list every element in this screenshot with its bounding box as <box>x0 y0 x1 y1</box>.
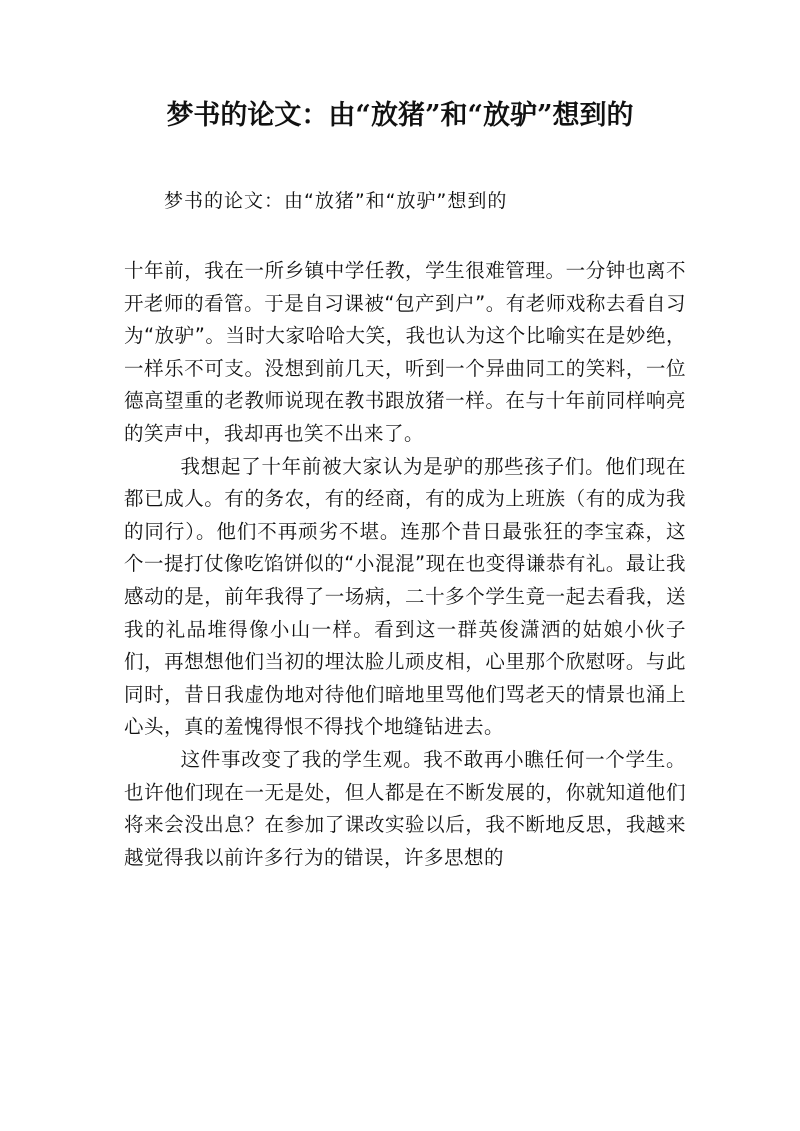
document-title: 梦书的论文：由“放猪”和“放驴”想到的 <box>166 100 634 131</box>
paragraph-2: 我想起了十年前被大家认为是驴的那些孩子们。他们现在都已成人。有的务农，有的经商，有的成为上班族（有的成为我的同行）。他们不再顽劣不堪。连那个昔日最张狂的李宝森，这个一提打仗像吃馅饼似的“小混混”现在也变得谦恭有礼。最让我感动的是，前年我得了一场病，二十多个学生竟一起去看我，送我的礼品堆得像小山一样。看到这一群英俊潇洒的姑娘小伙子们，再想想他们当初的埋汰脸儿顽皮相，心里那个欣慰呀。与此同时，昔日我虚伪地对待他们暗地里骂他们骂老天的情景也涌上心头，真的羞愧得恨不得找个地缝钻进去。 <box>124 454 686 739</box>
paragraph-1: 十年前，我在一所乡镇中学任教，学生很难管理。一分钟也离不开老师的看管。于是自习课被“包产到户”。有老师戏称去看自习为“放驴”。当时大家哈哈大笑，我也认为这个比喻实在是妙绝，一样乐不可支。没想到前几天，听到一个异曲同工的笑料，一位德高望重的老教师说现在教书跟放猪一样。在与十年前同样响亮的笑声中，我却再也笑不出来了。 <box>124 259 686 445</box>
document-body <box>124 255 686 874</box>
paragraph-3: 这件事改变了我的学生观。我不敢再小瞧任何一个学生。也许他们现在一无是处，但人都是在不断发展的，你就知道他们将来会没出息？在参加了课改实验以后，我不断地反思，我越来越觉得我以前许多行为的错误，许多思想的 <box>124 747 686 869</box>
document-subtitle: 梦书的论文：由“放猪”和“放驴”想到的 <box>164 190 508 212</box>
